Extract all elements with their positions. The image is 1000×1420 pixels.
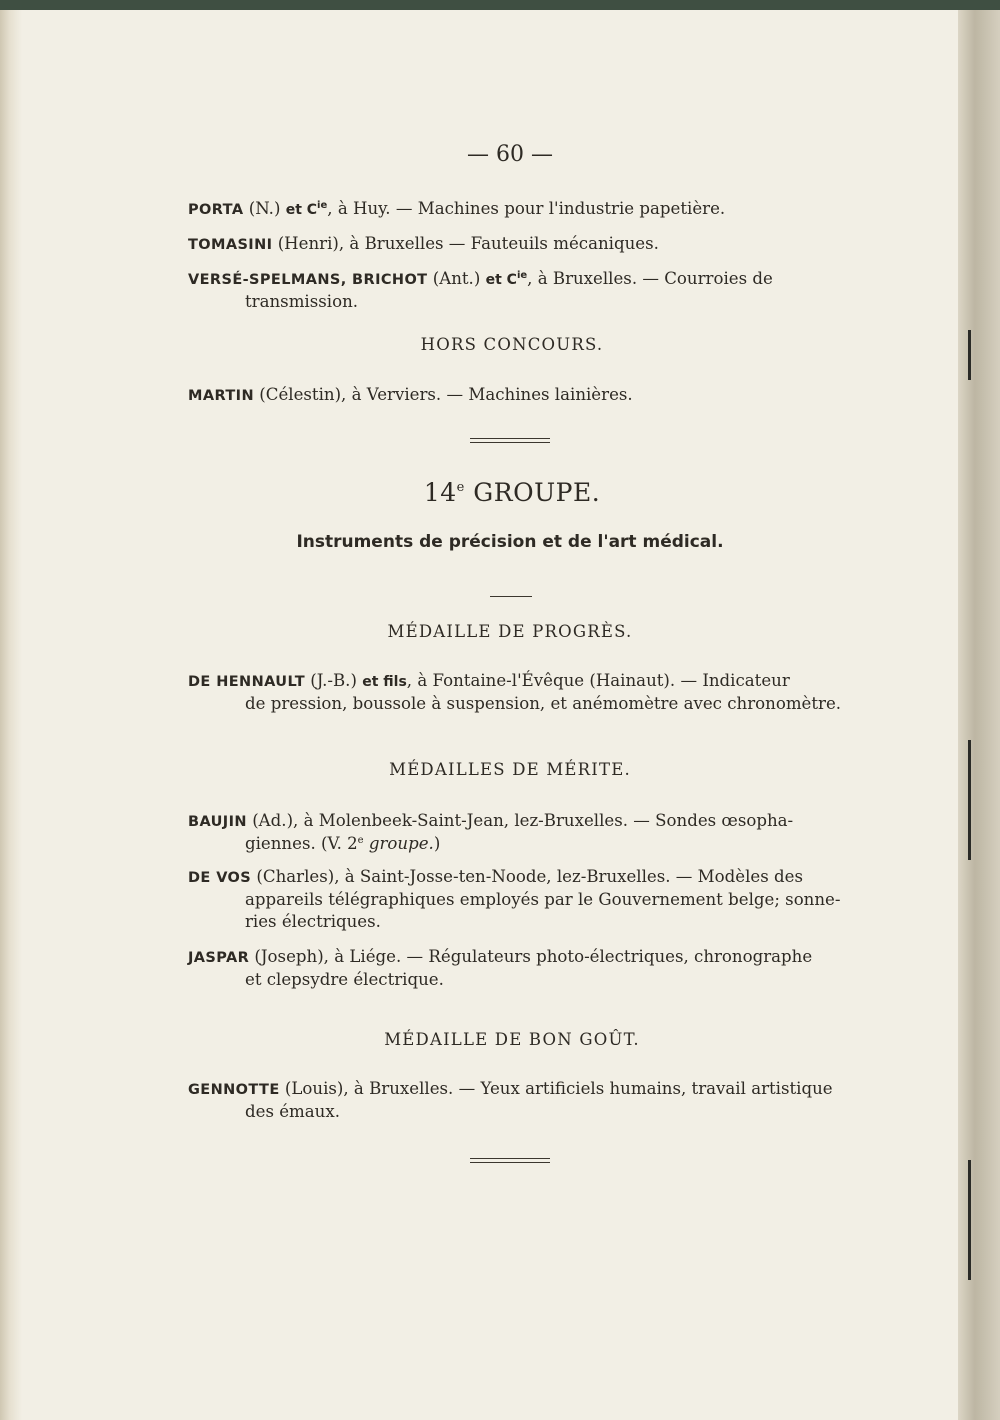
entry-text: (J.-B.) (304, 671, 363, 690)
exhibitor-name: VERSÉ-SPELMANS, BRICHOT (188, 272, 428, 288)
double-rule-divider (470, 1158, 550, 1163)
entry-text: (Charles), à Saint-Josse-ten-Noode, lez-Bruxelles. — Modèles des (251, 867, 803, 886)
entry-continuation: giennes. (V. 2e groupe.) (245, 834, 441, 853)
entry-text: , à Bruxelles. — Courroies de (527, 269, 773, 288)
exhibitor-name: MARTIN (188, 388, 254, 404)
fore-edge-mark (968, 1160, 971, 1280)
exhibitor-name: PORTA (188, 202, 244, 218)
fore-edge-mark (968, 330, 971, 380)
section-heading-medailles-merite: MÉDAILLES DE MÉRITE. (389, 760, 631, 779)
entry-text: (Joseph), à Liége. — Régulateurs photo-électriques, chronographe (249, 947, 813, 966)
group-title (312, 478, 712, 507)
entry-de-hennault (188, 670, 841, 715)
exhibitor-name: JASPAR (188, 950, 250, 966)
entry-baujin (188, 810, 793, 855)
entry-continuation: et clepsydre électrique. (245, 970, 444, 989)
entry-de-vos (188, 866, 841, 933)
exhibitor-name: GENNOTTE (188, 1082, 280, 1098)
section-heading-hors-concours: HORS CONCOURS. (420, 335, 604, 354)
entry-continuation: des émaux. (245, 1102, 341, 1121)
fils-label: et fils (362, 674, 407, 690)
exhibitor-name: BAUJIN (188, 814, 247, 830)
section-heading-medaille-progres: MÉDAILLE DE PROGRÈS. (387, 622, 633, 641)
entry-martin (188, 384, 633, 407)
group-number: 14 (423, 478, 457, 507)
fore-edge-mark (968, 740, 971, 860)
entry-gennotte (188, 1078, 833, 1123)
company-abbrev: et $C^{ie}$ (285, 200, 328, 218)
single-rule-divider (490, 596, 532, 597)
entry-continuation: transmission. (245, 292, 359, 311)
group-subtitle: Instruments de précision et de l'art médical. (296, 532, 724, 552)
entry-continuation: ries électriques. (245, 912, 381, 931)
page-number: — 60 — (467, 142, 553, 167)
entry-text: (Henri), à Bruxelles — Fauteuils mécaniques. (272, 234, 659, 253)
entry-text: (Louis), à Bruxelles. — Yeux artificiels humains, travail artistique (279, 1079, 833, 1098)
entry-text: (Ant.) (427, 269, 486, 288)
entry-tomasini (188, 233, 659, 256)
entry-text: (Célestin), à Verviers. — Machines lainières. (254, 385, 633, 404)
group-number-sup: e (456, 480, 465, 495)
entry-continuation: de pression, boussole à suspension, et anémomètre avec chronomètre. (245, 694, 842, 713)
entry-text: , à Fontaine-l'Évêque (Hainaut). — Indicateur (406, 671, 790, 690)
exhibitor-name: TOMASINI (188, 237, 273, 253)
exhibitor-name: DE HENNAULT (188, 674, 305, 690)
double-rule-divider (470, 438, 550, 443)
company-abbrev: et $C^{ie}$ (485, 270, 528, 288)
entry-jaspar (188, 946, 812, 991)
exhibitor-name: DE VOS (188, 870, 252, 886)
entry-text: , à Huy. — Machines pour l'industrie papetière. (327, 199, 726, 218)
entry-porta (188, 198, 725, 221)
entry-text: (Ad.), à Molenbeek-Saint-Jean, lez-Bruxelles. — Sondes œsopha- (246, 811, 794, 830)
entry-continuation: appareils télégraphiques employés par le Gouvernement belge; sonne- (245, 890, 841, 909)
page-fore-edge (958, 10, 1000, 1420)
entry-verse-spelmans (188, 268, 773, 313)
entry-text: (N.) (243, 199, 286, 218)
group-label: GROUPE. (464, 478, 601, 507)
section-heading-medaille-bon-gout: MÉDAILLE DE BON GOÛT. (384, 1030, 640, 1049)
